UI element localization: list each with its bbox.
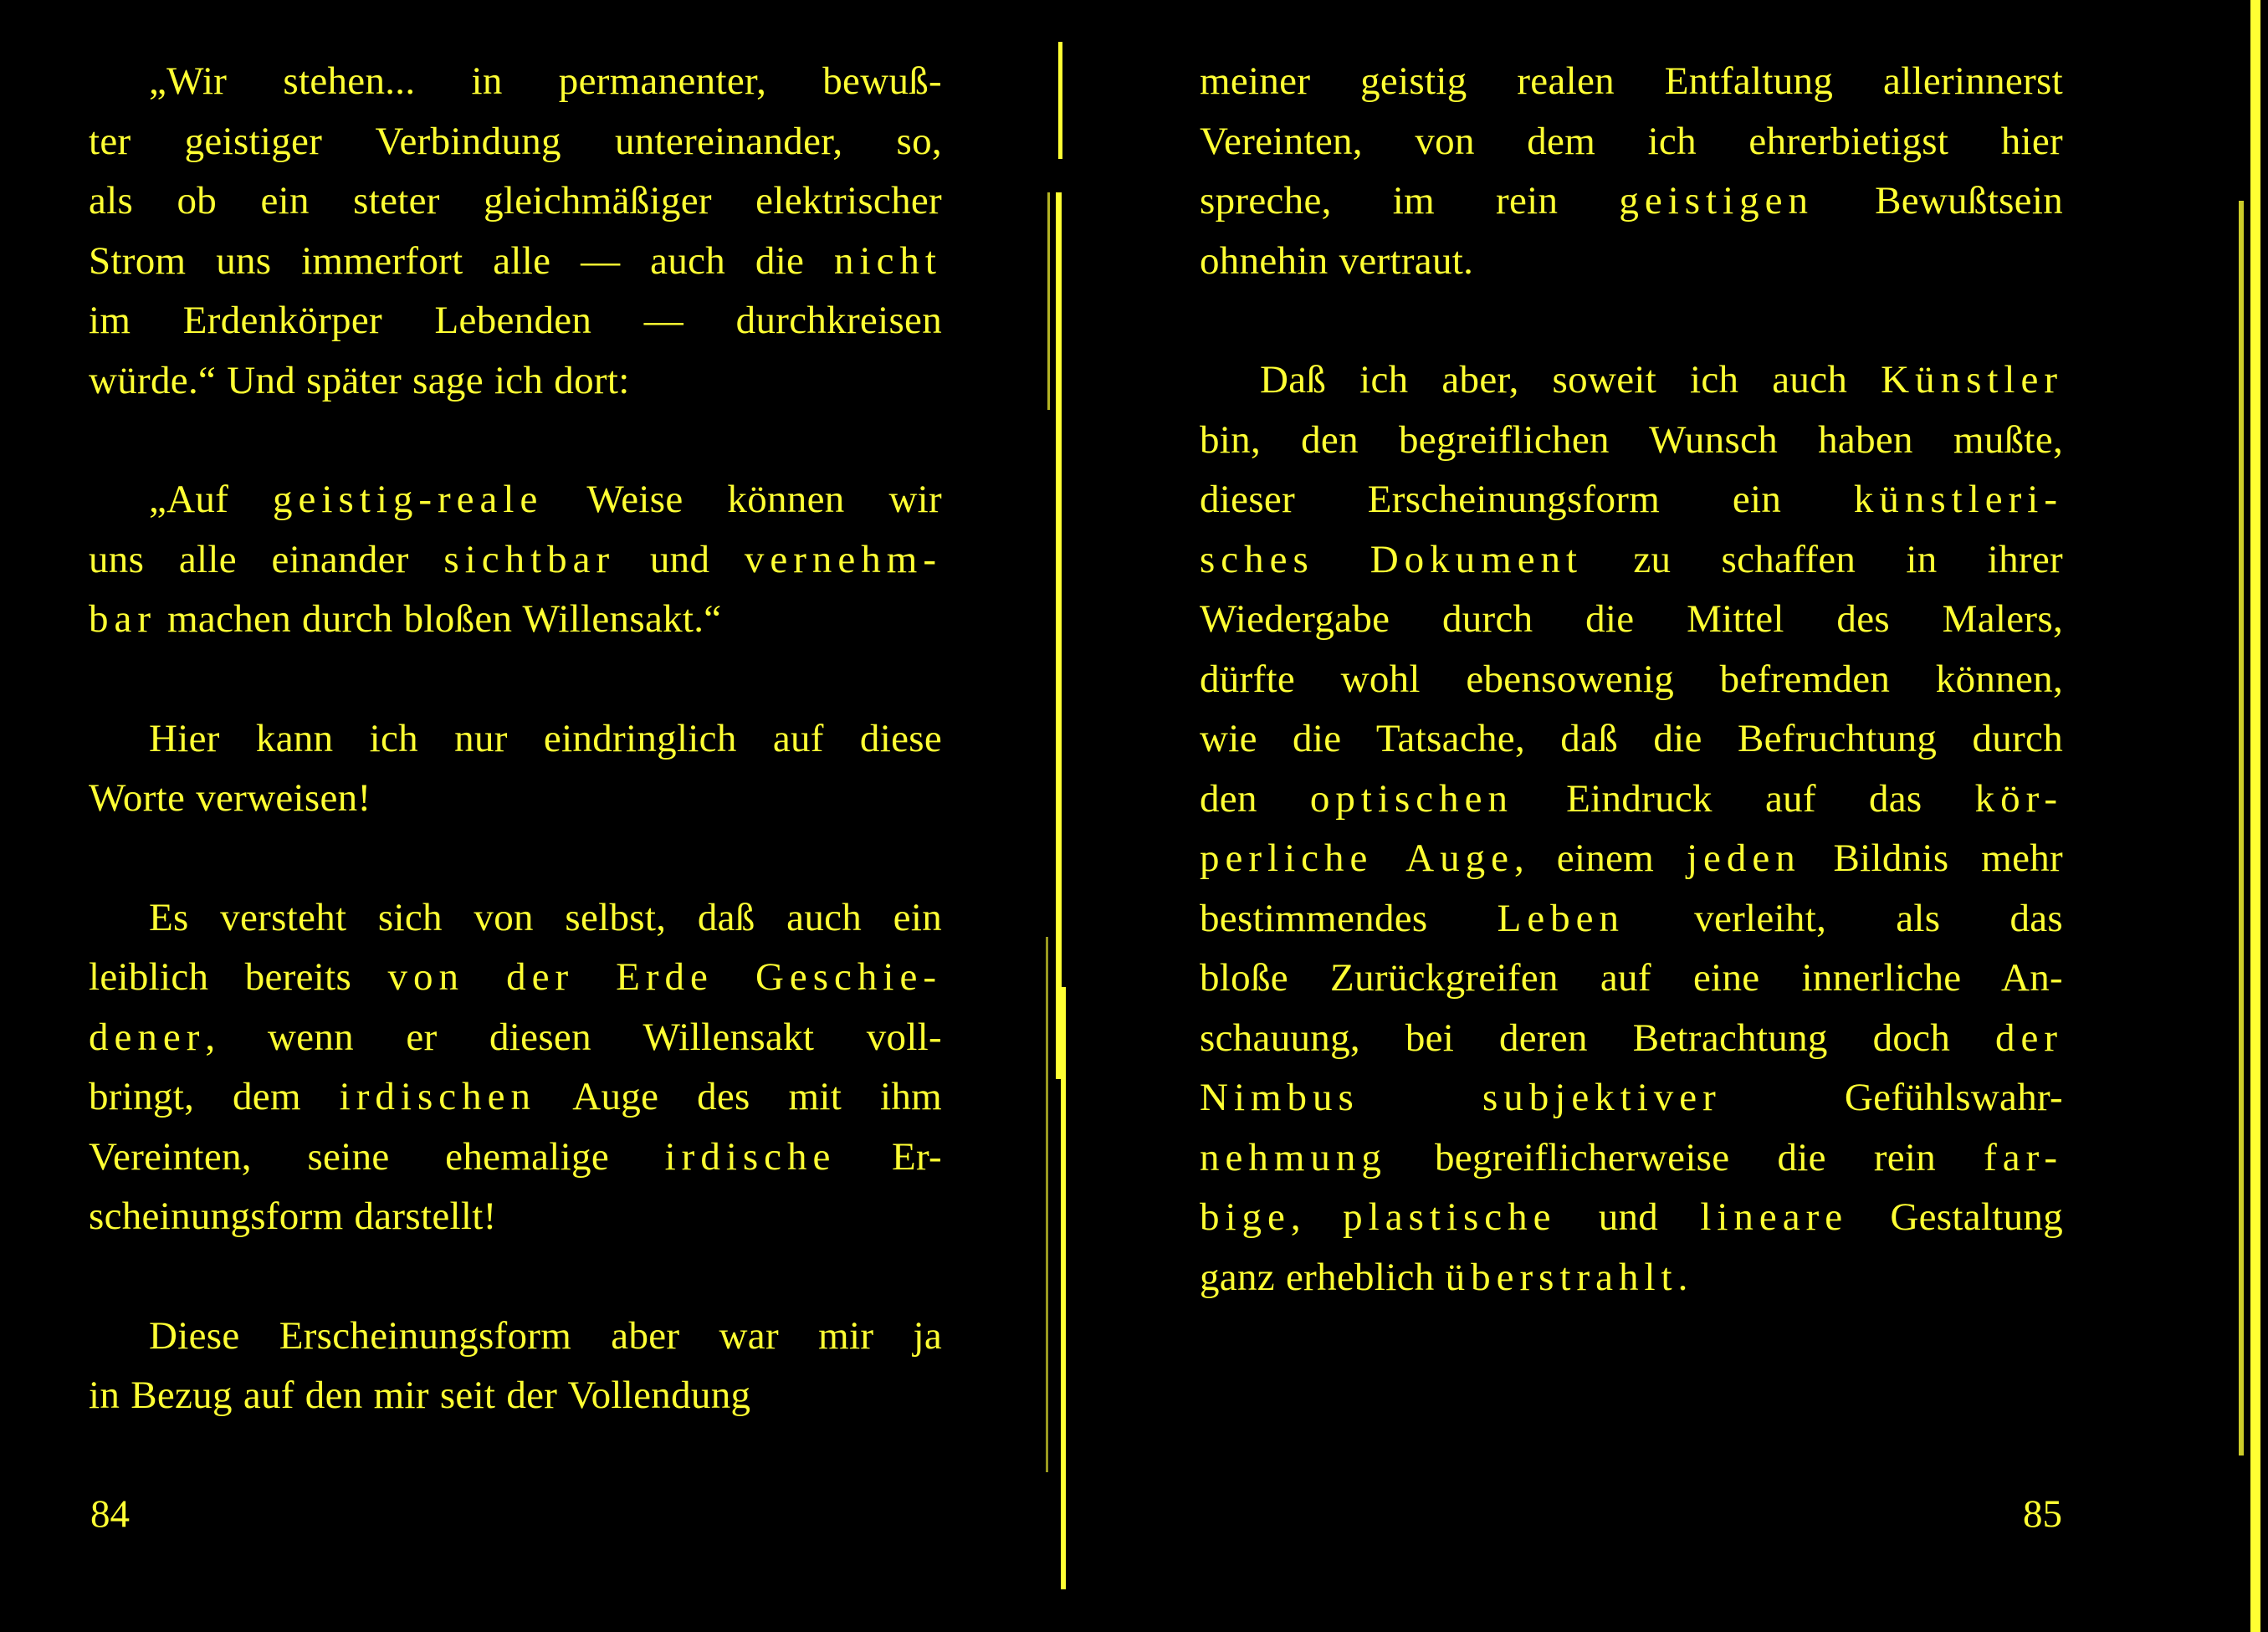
spaced-emphasis: optischen xyxy=(1309,776,1514,821)
spaced-emphasis: kör- xyxy=(1974,776,2064,821)
text-run: Vereinten, von dem ich ehrerbietigst hier xyxy=(1200,119,2063,163)
text-run: in Bezug auf den mir seit der Vollendung xyxy=(89,1374,751,1417)
text-line xyxy=(89,1307,942,1367)
text-line xyxy=(89,112,942,172)
text-line xyxy=(1200,112,2063,172)
paragraph-gap xyxy=(89,650,942,709)
spaced-emphasis: überstrahlt xyxy=(1445,1255,1678,1299)
gutter-mark xyxy=(1056,192,1062,1079)
text-run: den xyxy=(1200,776,1310,821)
text-line xyxy=(1200,770,2063,830)
spaced-emphasis: Künstler xyxy=(1881,358,2063,402)
text-line xyxy=(1200,829,2063,889)
text-line xyxy=(89,171,942,232)
gutter-mark xyxy=(1046,937,1048,1472)
right-page xyxy=(1200,52,2063,1307)
spaced-emphasis: subjektiver xyxy=(1482,1076,1722,1119)
spaced-emphasis: sches Dokument xyxy=(1200,537,1584,581)
text-run: im Erdenkörper Lebenden — durchkreisen xyxy=(89,299,942,342)
spaced-emphasis: dener xyxy=(89,1015,206,1059)
text-line xyxy=(1200,949,2063,1009)
paragraph xyxy=(89,888,942,1247)
text-run: Gefühlswahr- xyxy=(1721,1076,2063,1119)
text-line xyxy=(1200,1068,2063,1128)
text-line xyxy=(89,351,942,412)
text-line xyxy=(89,1067,942,1128)
spaced-emphasis: irdische xyxy=(664,1134,837,1179)
paragraph-gap xyxy=(89,411,942,470)
paragraph xyxy=(89,470,942,650)
text-run: , einem xyxy=(1513,836,1687,880)
text-run: scheinungsform darstellt! xyxy=(89,1195,497,1238)
gutter-mark xyxy=(1058,42,1062,159)
text-line xyxy=(1200,411,2063,471)
text-run: „Wir stehen... in permanenter, bewuß- xyxy=(149,59,942,103)
spaced-emphasis: geistigen xyxy=(1619,179,1815,223)
text-line xyxy=(1200,650,2063,710)
text-run: Daß ich aber, soweit ich auch xyxy=(1260,358,1881,402)
text-line xyxy=(1200,350,2063,411)
text-line xyxy=(1200,530,2063,591)
text-run: , xyxy=(1290,1195,1344,1239)
text-line xyxy=(1200,1009,2063,1069)
spaced-emphasis: künstleri- xyxy=(1853,478,2063,521)
paragraph-gap xyxy=(1200,291,2063,350)
text-run: Weise können wir xyxy=(543,478,942,521)
left-page-body xyxy=(89,52,942,1426)
text-run: zu schaffen in ihrer xyxy=(1583,537,2063,581)
left-page xyxy=(89,52,942,1426)
page-edge xyxy=(2239,201,2244,1455)
text-line xyxy=(1200,889,2063,949)
text-run: meiner geistig realen Entfaltung allerinnerst xyxy=(1200,59,2063,103)
text-run: Auge des mit ihm xyxy=(535,1075,942,1118)
text-line xyxy=(89,530,942,591)
paragraph xyxy=(89,1307,942,1426)
text-run: als ob ein steter gleichmäßiger elektrischer xyxy=(89,179,942,223)
paragraph xyxy=(89,709,942,829)
text-run: Hier kann ich nur eindringlich auf diese xyxy=(149,716,942,760)
spaced-emphasis: vernehm- xyxy=(744,537,942,581)
text-run: ohnehin vertraut. xyxy=(1200,238,1474,283)
text-run: würde.“ Und später sage ich dort: xyxy=(89,358,630,402)
text-line xyxy=(89,52,942,112)
text-line xyxy=(89,232,942,292)
paragraph-gap xyxy=(89,829,942,888)
text-line xyxy=(1200,470,2063,530)
spaced-emphasis: von der Erde Geschie- xyxy=(387,955,942,999)
text-line xyxy=(89,1008,942,1068)
spaced-emphasis: far- xyxy=(1984,1135,2063,1179)
text-run: und xyxy=(615,537,745,581)
spaced-emphasis: nicht xyxy=(834,238,942,283)
text-line xyxy=(1200,709,2063,770)
text-run: verleiht, als das xyxy=(1625,896,2064,940)
text-run: Gestaltung xyxy=(1848,1195,2063,1239)
spaced-emphasis: Nimbus xyxy=(1200,1076,1359,1119)
text-line xyxy=(89,470,942,530)
spaced-emphasis: perliche xyxy=(1200,836,1374,880)
spaced-emphasis: der xyxy=(1994,1016,2063,1060)
text-run: , wenn er diesen Willensakt voll- xyxy=(205,1015,942,1059)
right-page-body xyxy=(1200,52,2063,1307)
text-line xyxy=(1200,171,2063,232)
right-page-number: 85 xyxy=(2023,1492,2062,1536)
text-run: Bewußtsein xyxy=(1814,179,2063,223)
text-line xyxy=(1200,232,2063,292)
text-line xyxy=(89,948,942,1008)
text-run: dieser Erscheinungsform ein xyxy=(1200,478,1854,521)
spaced-emphasis: geistig-reale xyxy=(273,478,544,521)
spaced-emphasis: Leben xyxy=(1497,896,1625,940)
spaced-emphasis: Auge xyxy=(1405,836,1514,880)
text-run: Vereinten, seine ehemalige xyxy=(89,1134,665,1179)
text-run xyxy=(1359,1076,1482,1119)
paragraph xyxy=(1200,52,2063,291)
text-run: und xyxy=(1556,1195,1701,1239)
text-run: Eindruck auf das xyxy=(1513,776,1975,821)
spaced-emphasis: bar xyxy=(89,597,157,641)
text-run: Es versteht sich von selbst, daß auch ein xyxy=(149,895,942,939)
text-run: Worte verweisen! xyxy=(89,776,371,820)
text-run: bloße Zurückgreifen auf eine innerliche An- xyxy=(1200,956,2063,1000)
left-page-number: 84 xyxy=(90,1492,130,1536)
spaced-emphasis: nehmung xyxy=(1200,1135,1387,1179)
spaced-emphasis: lineare xyxy=(1700,1195,1849,1239)
text-run: ganz erheblich xyxy=(1200,1255,1446,1299)
gutter-mark xyxy=(1047,192,1050,410)
text-run: bin, den begreiflichen Wunsch haben mußte, xyxy=(1200,417,2063,462)
text-run: wie die Tatsache, daß die Befruchtung durch xyxy=(1200,717,2063,760)
text-line xyxy=(89,1128,942,1188)
text-run: ter geistiger Verbindung untereinander, so, xyxy=(89,119,942,163)
spaced-emphasis: irdischen xyxy=(339,1075,536,1118)
spaced-emphasis: jeden xyxy=(1686,836,1801,880)
text-line xyxy=(1200,1248,2063,1308)
text-line xyxy=(89,709,942,770)
text-run: spreche, im rein xyxy=(1200,179,1620,223)
text-line xyxy=(89,1366,942,1426)
text-run: machen durch bloßen Willensakt.“ xyxy=(156,597,722,641)
spaced-emphasis: plastische xyxy=(1343,1195,1557,1239)
text-run: Wiedergabe durch die Mittel des Malers, xyxy=(1200,597,2063,641)
text-line xyxy=(89,888,942,949)
text-line xyxy=(89,291,942,351)
text-run: Strom uns immerfort alle — auch die xyxy=(89,238,835,283)
text-line xyxy=(1200,1128,2063,1189)
text-line xyxy=(1200,1188,2063,1248)
text-line xyxy=(1200,52,2063,112)
text-line xyxy=(89,1187,942,1247)
text-run: Bildnis mehr xyxy=(1800,836,2063,880)
text-run: „Auf xyxy=(149,478,274,521)
text-run: Diese Erscheinungsform aber war mir ja xyxy=(149,1313,942,1358)
paragraph xyxy=(1200,350,2063,1307)
text-line xyxy=(1200,590,2063,650)
paragraph-gap xyxy=(89,1247,942,1307)
text-run: bestimmendes xyxy=(1200,896,1497,940)
text-run: leiblich bereits xyxy=(89,955,388,999)
spaced-emphasis: bige xyxy=(1200,1195,1291,1239)
text-run: Er- xyxy=(836,1134,942,1179)
page-edge xyxy=(2250,0,2260,1632)
text-run: dürfte wohl ebensowenig befremden können, xyxy=(1200,657,2063,701)
text-run: bringt, dem xyxy=(89,1075,340,1118)
text-run: schauung, bei deren Betrachtung doch xyxy=(1200,1016,1995,1060)
text-line xyxy=(89,590,942,650)
text-run xyxy=(1373,836,1405,880)
text-run: . xyxy=(1677,1255,1688,1299)
gutter-mark xyxy=(1061,987,1066,1589)
text-line xyxy=(89,769,942,829)
paragraph xyxy=(89,52,942,411)
text-run: begreiflicherweise die rein xyxy=(1386,1135,1984,1179)
text-run: uns alle einander xyxy=(89,537,444,581)
spaced-emphasis: sichtbar xyxy=(443,537,616,581)
